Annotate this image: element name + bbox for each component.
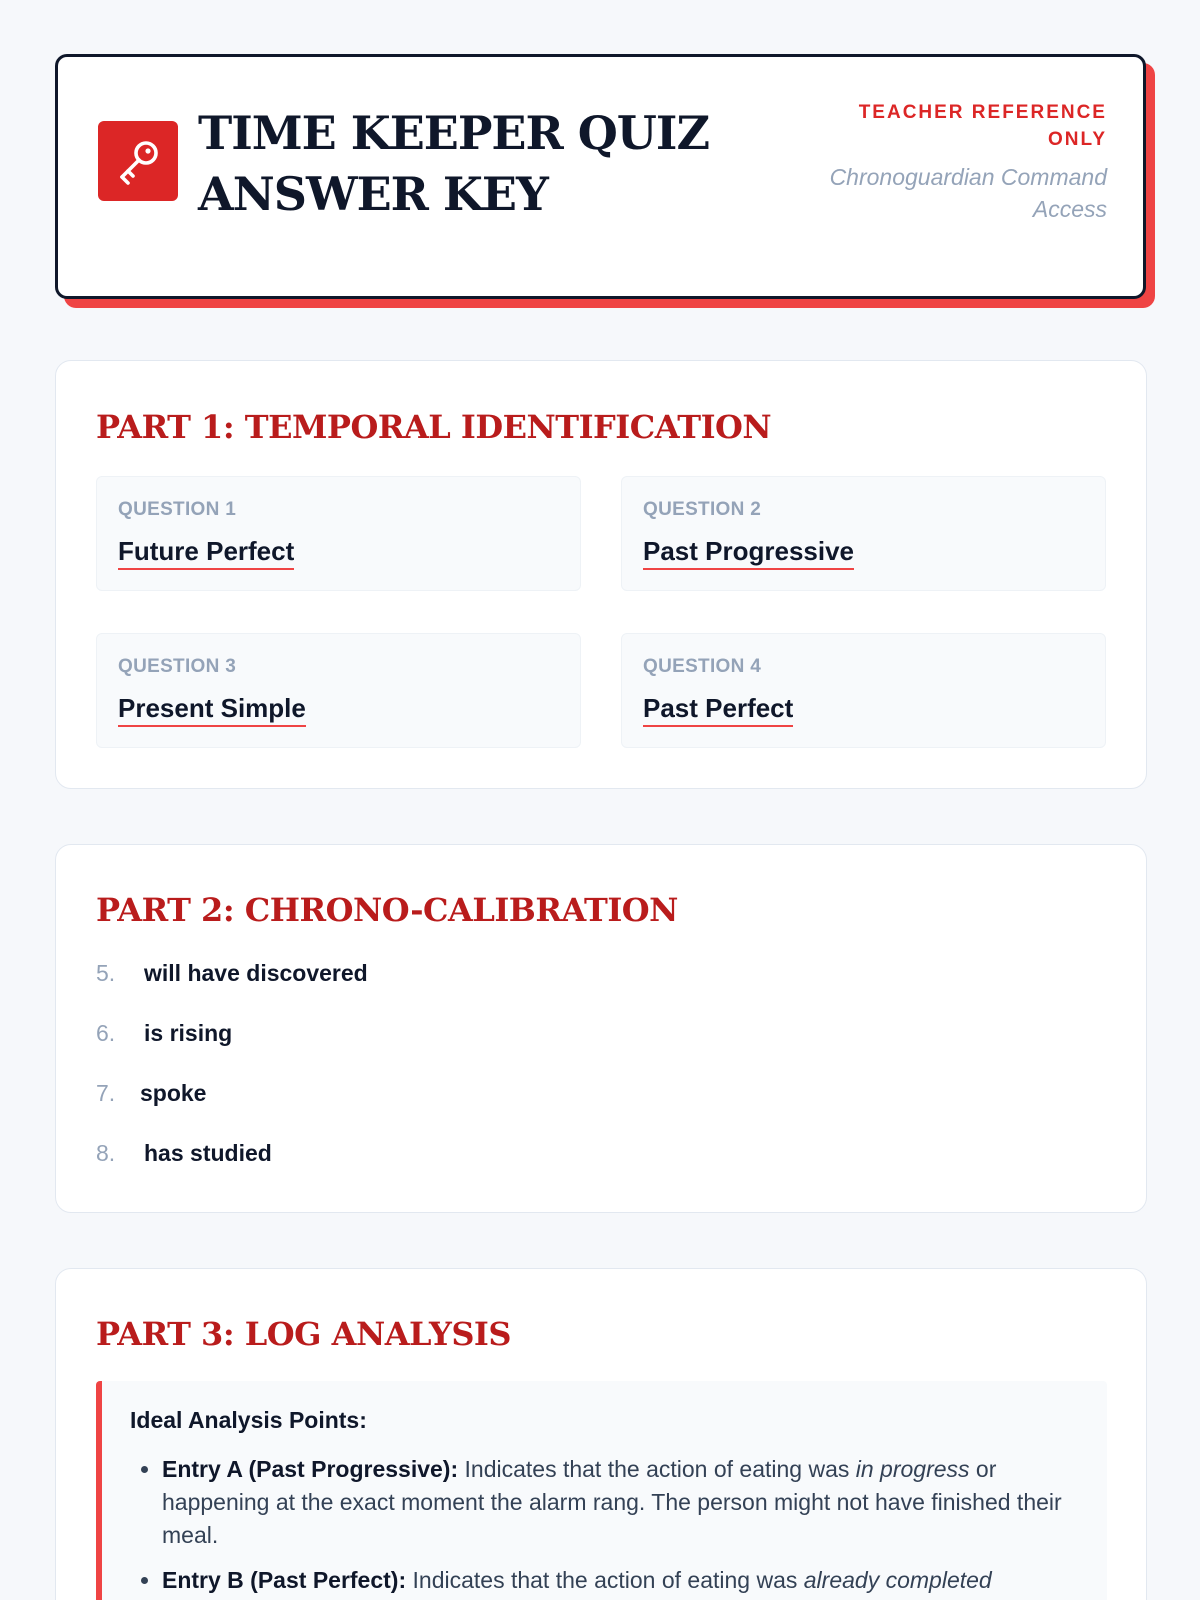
part3-title: PART 3: LOG ANALYSIS (96, 1315, 511, 1353)
item-answer: will have discovered (144, 960, 368, 986)
access-line-2: Access (1032, 196, 1107, 222)
access-line-1: Chronoguardian Command (829, 164, 1107, 190)
question-answer: Past Perfect (643, 692, 793, 727)
page-title (198, 103, 718, 225)
list-item (96, 1015, 368, 1075)
teacher-reference-line-2: ONLY (1047, 129, 1107, 150)
entry-emphasis: in progress (855, 1456, 970, 1482)
entry-text: Indicates that the action of eating was (458, 1456, 856, 1482)
analysis-entry (162, 1453, 1082, 1552)
header-card (55, 54, 1146, 306)
entry-text-rest: or happening at the exact moment the alarm rang. The person might not have finished their meal. (162, 1456, 1062, 1548)
item-number: 5. (96, 960, 116, 986)
question-card (96, 476, 581, 591)
header-meta (777, 99, 1107, 225)
question-label: QUESTION 3 (118, 656, 237, 677)
teacher-reference-line-1: TEACHER REFERENCE (858, 102, 1107, 123)
question-answer: Present Simple (118, 692, 306, 727)
item-answer: has studied (144, 1140, 272, 1166)
list-item (96, 1135, 368, 1195)
part2-section (55, 844, 1147, 1213)
entry-text: Indicates that the action of eating was (406, 1567, 804, 1593)
question-card (96, 633, 581, 748)
list-item (96, 955, 368, 1015)
question-label: QUESTION 1 (118, 499, 237, 520)
part2-title: PART 2: CHRONO-CALIBRATION (96, 891, 678, 929)
access-label (777, 161, 1107, 225)
question-label: QUESTION 2 (643, 499, 762, 520)
item-number: 7. (96, 1080, 116, 1106)
teacher-reference-label (777, 99, 1107, 153)
part1-section (55, 360, 1147, 789)
question-answer: Future Perfect (118, 535, 294, 570)
analysis-box (96, 1381, 1107, 1600)
part3-section (55, 1268, 1147, 1600)
entry-emphasis: already completed (803, 1567, 992, 1593)
analysis-heading: Ideal Analysis Points: (130, 1407, 367, 1433)
part1-title: PART 1: TEMPORAL IDENTIFICATION (96, 408, 772, 446)
item-answer: spoke (140, 1080, 207, 1106)
item-answer: is rising (144, 1020, 233, 1046)
analysis-list (162, 1453, 1082, 1600)
question-label: QUESTION 4 (643, 656, 762, 677)
question-card (621, 476, 1106, 591)
page-title-line-1: TIME KEEPER QUIZ (198, 106, 710, 160)
question-answer: Past Progressive (643, 535, 854, 570)
item-number: 8. (96, 1140, 116, 1166)
page-title-line-2: ANSWER KEY (198, 167, 548, 221)
key-icon (98, 121, 178, 201)
entry-label: Entry B (Past Perfect): (162, 1567, 407, 1593)
header-card-body (55, 54, 1146, 299)
calibration-list (96, 955, 368, 1195)
item-number: 6. (96, 1020, 116, 1046)
analysis-entry (162, 1564, 1082, 1597)
question-card (621, 633, 1106, 748)
entry-label: Entry A (Past Progressive): (162, 1456, 459, 1482)
list-item (96, 1075, 368, 1135)
